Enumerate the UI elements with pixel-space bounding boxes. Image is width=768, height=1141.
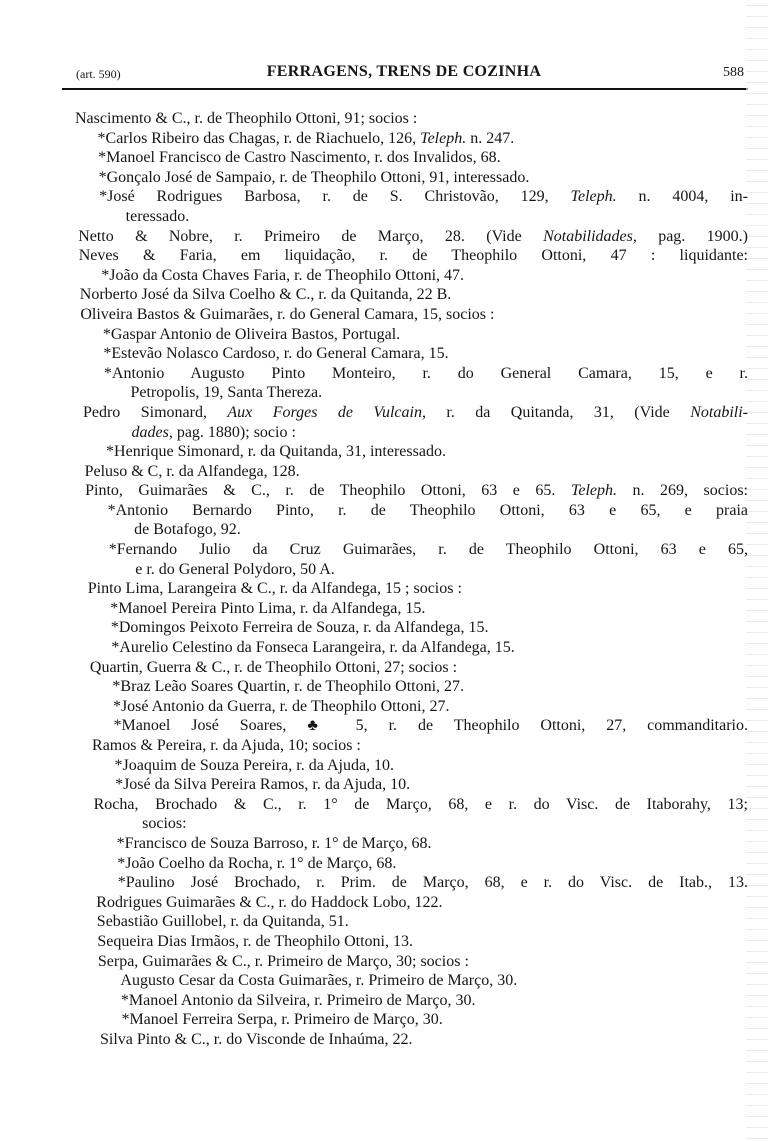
entry-line [83, 403, 748, 423]
partner-line [99, 168, 768, 188]
running-header [62, 62, 746, 86]
partner-line [121, 991, 768, 1011]
entry-text: *Manoel Ferreira Serpa, r. Primeiro de Março, 30. [121, 1011, 443, 1029]
entry-text: *Manoel Antonio da Silveira, r. Primeiro de Março, 30. [120, 991, 476, 1009]
entry-text: pag. 1900.) [636, 227, 748, 245]
entry-text: n. 4004, in- [616, 188, 748, 206]
entry-text: *Braz Leão Soares Quartin, r. de Theophilo Ottoni, 27. [112, 678, 465, 696]
entry-text: Rodrigues Guimarães & C., r. do Haddock Lobo, 122. [96, 893, 443, 911]
entry-line [85, 481, 748, 501]
entry-line [75, 109, 768, 129]
partner-line [99, 187, 748, 207]
italic-text: Teleph. [570, 188, 617, 206]
entry-text: pag. 1880); socio : [176, 423, 296, 441]
entry-line [94, 795, 748, 815]
entry-line [78, 227, 748, 247]
entry-text: *João Coelho da Rocha, r. 1° de Março, 68. [117, 854, 397, 872]
partner-line [111, 638, 768, 658]
partner-line [115, 775, 768, 795]
entry-text: Ramos & Pereira, r. da Ajuda, 10; socios : [92, 737, 361, 754]
entry-text: *Manoel Pereira Pinto Lima, r. da Alfandega, 15. [110, 599, 426, 617]
entry-line [97, 932, 768, 952]
entry-text: Netto & Nobre, r. Primeiro de Março, 28. (Vide [78, 227, 522, 245]
partner-line [112, 677, 768, 697]
partner-line [113, 716, 748, 736]
entry-line [80, 305, 768, 325]
entry-text: Serpa, Guimarães & C., r. Primeiro de Março, 30; socios : [97, 952, 469, 970]
partner-line [113, 697, 768, 717]
entry-line [80, 285, 768, 305]
partner-line [98, 148, 768, 168]
entry-text: socios: [142, 815, 187, 833]
entry-text: *Carlos Ribeiro das Chagas, r. de Riachuelo, 126, [97, 129, 417, 147]
entry-text: *Paulino José Brochado, r. Prim. de Março, 68, e r. do Visc. de Itab., 13. [117, 874, 748, 892]
entry-text: *Domingos Peixoto Ferreira de Souza, r. da Alfandega, 15. [110, 619, 489, 637]
partner-line [118, 873, 748, 893]
entry-text: Petropolis, 19, Santa Thereza. [130, 384, 323, 402]
entry-text: Pinto, Guimarães & C., r. de Theophilo Ottoni, 63 e 65. [85, 482, 556, 500]
entry-text: *Gaspar Antonio de Oliveira Bastos, Portugal. [102, 325, 401, 343]
entry-text: Neves & Faria, em liquidação, r. de Theophilo Ottoni, 47 : liquidante: [78, 247, 748, 265]
continuation-line [134, 520, 768, 540]
entry-text: *José da Silva Pereira Ramos, r. da Ajuda, 10. [115, 776, 411, 794]
italic-text: Notabilidades, [543, 227, 637, 245]
entry-text: n. 269, socios: [617, 482, 748, 500]
entry-text: *João da Costa Chaves Faria, r. de Theophilo Ottoni, 47. [101, 266, 465, 284]
entry-text: *Francisco de Souza Barroso, r. 1° de Março, 68. [116, 834, 432, 852]
entry-line [97, 912, 768, 932]
entry-text: *Aurelio Celestino da Fonseca Larangeira, r. da Alfandega, 15. [111, 639, 515, 657]
partner-line [109, 540, 748, 560]
entry-text: r. da Quitanda, 31, (Vide [425, 403, 691, 421]
page-title: FERRAGENS, TRENS DE COZINHA [266, 63, 542, 80]
partner-line [117, 834, 768, 854]
entry-text: *Antonio Bernardo Pinto, r. de Theophilo Ottoni, 63 e 65, e praia [107, 501, 748, 519]
entry-text: Norberto José da Silva Coelho & C., r. da Quitanda, 22 B. [79, 286, 452, 304]
partner-line [110, 599, 768, 619]
partner-line [103, 344, 768, 364]
italic-text: Notabili- [690, 403, 748, 421]
italic-text: Teleph. [420, 129, 467, 147]
entry-text: *José Rodrigues Barbosa, r. de S. Christovão, 129, [99, 188, 549, 206]
entry-text: Rocha, Brochado & C., r. 1° de Março, 68, e r. do Visc. de Itaborahy, 13; [93, 795, 748, 813]
entry-line [92, 736, 768, 756]
entry-line [90, 658, 768, 678]
partner-line [120, 971, 768, 991]
entry-text: de Botafogo, 92. [134, 521, 241, 539]
partner-line [111, 618, 768, 638]
entry-text: Silva Pinto & C., r. do Visconde de Inhaúma, 22. [100, 1030, 413, 1048]
italic-text: dades, [131, 423, 173, 441]
entry-text: Nascimento & C., r. de Theophilo Ottoni, 91; socios : [75, 110, 418, 127]
entry-line [98, 952, 768, 972]
continuation-line [135, 560, 768, 580]
entry-text: *José Antonio da Guerra, r. de Theophilo Ottoni, 27. [112, 697, 450, 715]
continuation-line [132, 423, 768, 443]
entry-text: Sebastião Guillobel, r. da Quitanda, 51. [96, 913, 349, 931]
partner-line [108, 501, 748, 521]
entry-text: *Estevão Nolasco Cardoso, r. do General Camara, 15. [103, 345, 449, 363]
entry-text: *Antonio Augusto Pinto Monteiro, r. do General Camara, 15, e r. [103, 364, 748, 382]
entry-line [100, 1030, 768, 1050]
partner-line [121, 1010, 768, 1030]
order-insignia-icon: ♣ [307, 717, 335, 735]
header-rule [62, 88, 748, 90]
partner-line [103, 325, 768, 345]
entry-text: *Fernando Julio da Cruz Guimarães, r. de Theophilo Ottoni, 63 e 65, [108, 541, 748, 559]
entry-line [85, 462, 768, 482]
entry-text: *Henrique Simonard, r. da Quitanda, 31, interessado. [106, 443, 446, 461]
entry-text: teressado. [125, 207, 190, 225]
partner-line [117, 854, 768, 874]
page-number: 588 [723, 65, 744, 80]
italic-text: Aux Forges de Vulcain, [227, 403, 426, 421]
entry-text: Sequeira Dias Irmãos, r. de Theophilo Ottoni, 13. [97, 932, 413, 950]
entry-line [96, 893, 768, 913]
partner-line [101, 266, 768, 286]
entry-text: n. 247. [466, 129, 515, 147]
continuation-line [126, 207, 768, 227]
entry-text: *Manoel José Soares, [113, 717, 287, 735]
entry-text: Peluso & C, r. da Alfandega, 128. [84, 462, 300, 480]
entry-text: *Gonçalo José de Sampaio, r. de Theophilo Ottoni, 91, interessado. [98, 168, 530, 186]
entry-text: Augusto Cesar da Costa Guimarães, r. Primeiro de Março, 30. [120, 972, 518, 990]
partner-line [104, 364, 748, 384]
entry-line [88, 579, 768, 599]
partner-line [115, 756, 768, 776]
continuation-line [142, 814, 768, 834]
article-reference: (art. 590) [76, 67, 121, 81]
entry-text: Pedro Simonard, [82, 403, 207, 421]
entry-line [79, 246, 748, 266]
italic-text: Teleph. [570, 482, 618, 500]
entry-text: e r. do General Polydoro, 50 A. [135, 560, 335, 578]
entry-text: *Manoel Francisco de Castro Nascimento, r. dos Invalidos, 68. [98, 149, 501, 167]
partner-line [106, 442, 768, 462]
entry-text: 5, r. de Theophilo Ottoni, 27, commanditario. [334, 717, 748, 735]
entry-text: Quartin, Guerra & C., r. de Theophilo Ottoni, 27; socios : [89, 658, 458, 676]
directory-listing [0, 109, 768, 1050]
entry-text: Oliveira Bastos & Guimarães, r. do General Camara, 15, socios : [80, 305, 495, 323]
entry-text: Pinto Lima, Larangeira & C., r. da Alfandega, 15 ; socios : [87, 580, 462, 598]
partner-line [98, 129, 768, 149]
continuation-line [130, 383, 768, 403]
entry-text: *Joaquim de Souza Pereira, r. da Ajuda, 10. [114, 756, 395, 774]
